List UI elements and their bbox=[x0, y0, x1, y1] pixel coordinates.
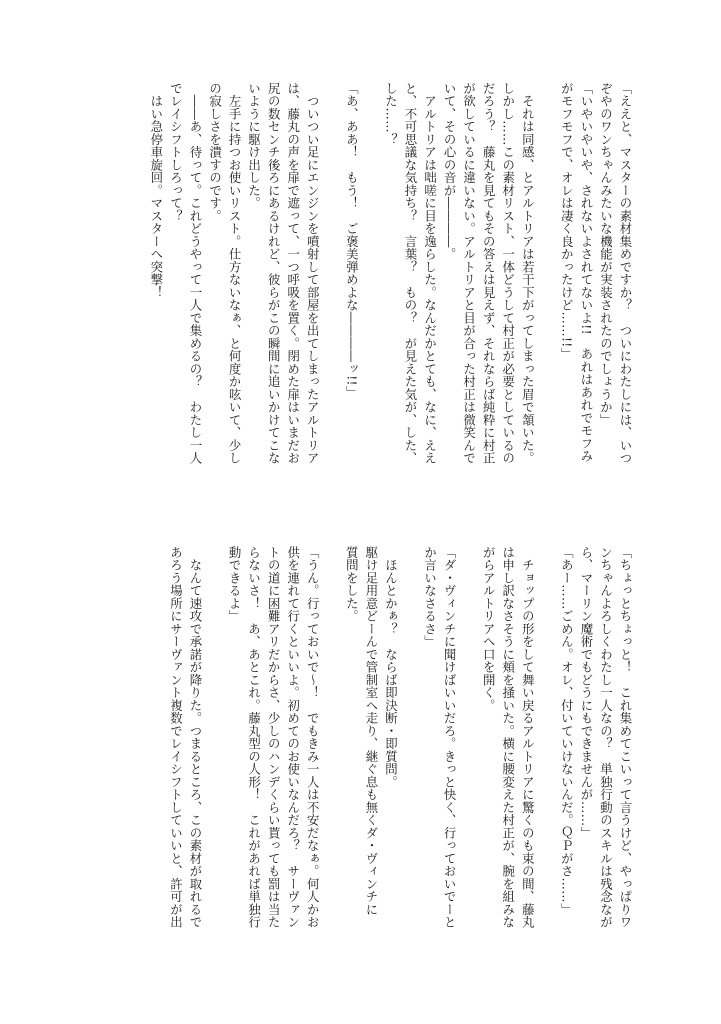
text-line: 駆け足用意どーんで管制室へ走り、継ぐ息も無くダ・ヴィンチに bbox=[363, 546, 379, 916]
text-line: の寂しさを潰すのです。 bbox=[207, 82, 223, 223]
text-line: 「あー……ごめん。オレ、付いていけないんだ。ＱＰがさ……」 bbox=[559, 546, 575, 916]
text-line: がらアルトリアへ口を開く。 bbox=[481, 546, 497, 712]
text-line: か言いなさるさ」 bbox=[422, 546, 438, 648]
text-line bbox=[459, 546, 479, 944]
text-line: 「ちょっとちょっと！ これ集めてこいって言うけど、やっぱりワ bbox=[618, 546, 633, 929]
text-line: 尻の数センチ後ろにあるけれど、彼らがこの瞬間に追いかけてこな bbox=[266, 82, 282, 465]
text-line bbox=[537, 82, 557, 498]
text-line: ぞやのワンちゃんみたいな機能が実装されたのでしょうか」 bbox=[598, 82, 614, 427]
text-line: それは同感、とアルトリアは若干下がってしまった眉で頷いた。 bbox=[520, 82, 536, 465]
text-line: アルトリアは咄嗟に目を逸らした。なんだかとても、なに、ええ bbox=[422, 82, 438, 465]
bottom-text-block bbox=[65, 546, 635, 944]
text-line: がモフモフで、オレは凄く良かったけど……!!」 bbox=[559, 82, 575, 361]
text-line: 「ええと、マスターの素材集めですか？ ついにわたしには、いつ bbox=[618, 82, 633, 465]
text-line bbox=[400, 546, 420, 944]
text-line: ンちゃんよろしくわたし一人なの？ 単独行動のスキルは残念なが bbox=[598, 546, 614, 929]
text-line: 「ダ・ヴィンチに聞けばいいだろ。きっと快く、行っておいでーと bbox=[442, 546, 458, 929]
top-text-block bbox=[65, 82, 635, 498]
text-line: した……？ bbox=[383, 82, 399, 146]
text-line: 動できるよ」 bbox=[227, 546, 243, 623]
text-line: 左手に持つお使いリスト。仕方ないなぁ、と何度か呟いて、少し bbox=[227, 82, 243, 465]
text-line: ついつい足にエンジンを噴射して部屋を出てしまったアルトリア bbox=[305, 82, 321, 465]
text-line: チョップの形をして舞い戻るアルトリアに驚くのも束の間、藤丸 bbox=[520, 546, 536, 929]
text-line: だろう？ 藤丸を見てもその答えは見えず、それならば純粋に村正 bbox=[481, 82, 497, 465]
text-line: あろう場所にサーヴァント複数でレイシフトしていいと、許可が出 bbox=[168, 546, 184, 929]
text-line: でレイシフトしろって？ bbox=[168, 82, 184, 223]
text-line: なんて速攻で承諾が降りた。つまるところ、この素材が取れるで bbox=[187, 546, 203, 929]
text-line: は、藤丸の声を扉で遮って、一つ呼吸を置く。閉めた扉はいまだお bbox=[285, 82, 301, 465]
text-line: 供を連れて行くといいよ。初めてのお使いなんだろ？ サーヴァン bbox=[285, 546, 301, 929]
text-line: トの道に困難アリだからさ、少しのハンデくらい貰っても罰は当た bbox=[266, 546, 282, 929]
text-line: は申し訳なさそうに頬を掻いた。横に腰変えた村正が、腕を組みな bbox=[500, 546, 516, 929]
text-line: いように駆け出した。 bbox=[246, 82, 262, 210]
text-line: ら、マーリン魔術でもどうにもできませんが……」 bbox=[578, 546, 594, 840]
text-line: ――あ、待って。これどうやって一人で集めるの？ わたし一人 bbox=[187, 82, 203, 465]
text-line: 「あ、ああ！ もう！ ご褒美弾めよな――――ッ!!」 bbox=[344, 82, 360, 399]
text-line bbox=[205, 546, 225, 944]
text-line: 質問をした。 bbox=[344, 546, 360, 623]
text-line: ほんとかぁ？ ならば即決断・即質問。 bbox=[383, 546, 399, 789]
text-line bbox=[322, 546, 342, 944]
text-line: いて、その心の音が――――。 bbox=[442, 82, 458, 261]
text-line: が欲しているに違いない。アルトリアと目が合った村正は微笑んで bbox=[461, 82, 477, 465]
text-line: らないさ！ あ、あとこれ。藤丸型の人形！ これがあれば単独行 bbox=[246, 546, 262, 929]
text-line: しかし……この素材リスト、一体どうして村正が必要としているの bbox=[500, 82, 516, 465]
text-line: はい急停車旋回。マスターへ突撃！ bbox=[148, 82, 164, 299]
text-line bbox=[322, 82, 342, 498]
text-line: 「いやいやいや、されないよされてないよ!! あれはあれでモフみ bbox=[578, 82, 594, 463]
text-line bbox=[537, 546, 557, 944]
text-line: と、不可思議な気持ち？ 言葉？ もの？ が見えた気が、した、 bbox=[402, 82, 418, 465]
text-line bbox=[361, 82, 381, 498]
text-line: 「うん。行っておいで～！ でもきみ一人は不安だなぁ。何人かお bbox=[305, 546, 321, 929]
